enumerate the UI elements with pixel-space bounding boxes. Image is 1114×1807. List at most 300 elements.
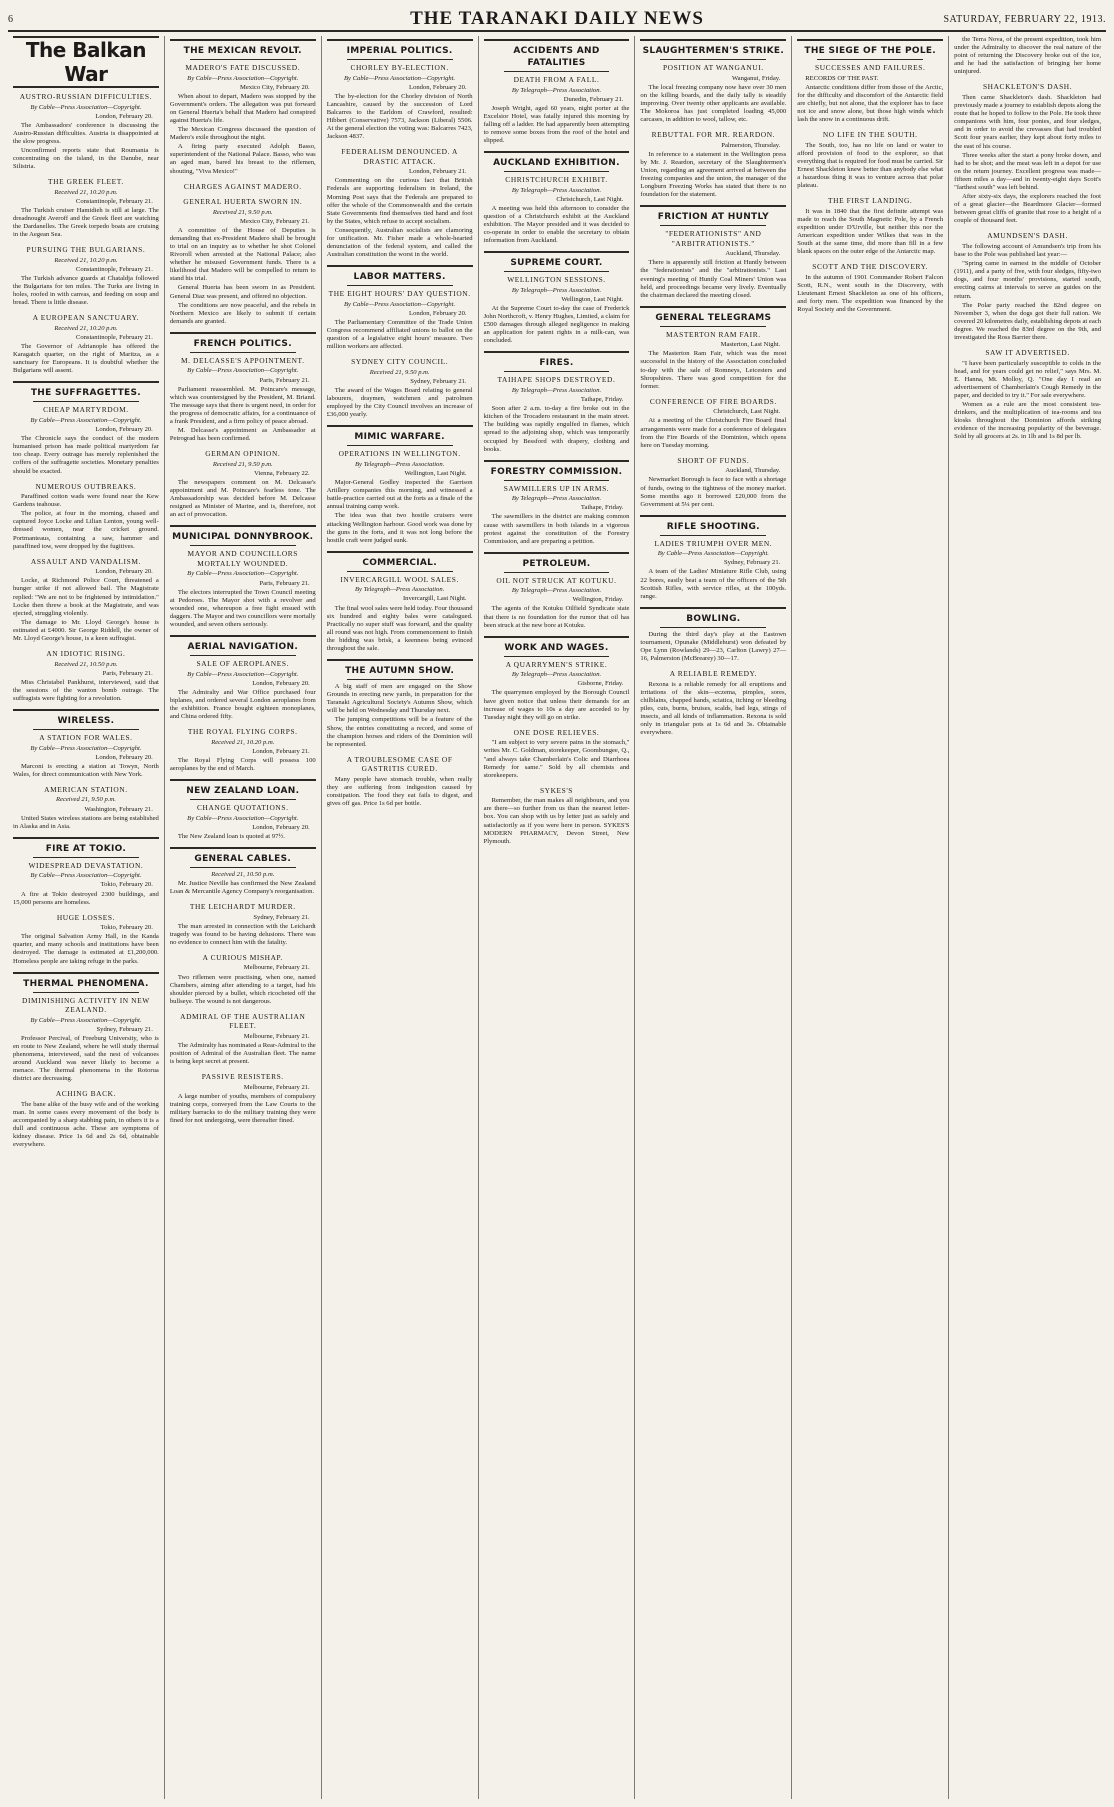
article-headline: WIRELESS. [57, 716, 115, 727]
article-byline: By Telegraph—Press Association. [511, 86, 602, 94]
headline-rule [504, 71, 610, 72]
article-paragraph: A meeting was held this afternoon to consider the question of a Christchurch exhibit at the Auckland exhibition. The Mayor presided and it was decided to co-operate in order to enable the secretary to obtain information from Auckland. [483, 204, 630, 245]
article-paragraph: Marconi is erecting a station at Towyn, North Wales, for direct communication with New York. [13, 762, 159, 778]
article-subheading: DIMINISHING ACTIVITY IN NEW ZEALAND. [22, 995, 150, 1015]
article-byline: By Cable—Press Association—Copyright. [187, 74, 299, 82]
news-article [484, 636, 630, 722]
article-subheading: REBUTTAL FOR MR. REARDON. [651, 130, 776, 140]
article-paragraph: Paraffined cotton wads were found near the Kew Gardens teahouse. [13, 493, 159, 509]
headline-rule [504, 572, 610, 573]
headline-rule [504, 271, 610, 272]
article-paragraph: Commenting on the curious fact that British Federals are supporting federalism in Ireland, the Morning Post says that the Federals are prepared to offer the whole of the Commonwealth and the certain State Governments find themselves tied hand and foot by the States, which refuse to accept socialism. [326, 177, 473, 225]
article-paragraph: Mr. Justice Neville has confirmed the New Zealand Loan & Mercantile Agency Company's reorganisation. [169, 879, 316, 895]
article-paragraph: Newmarket Borough is face to face with a shortage of funds, owing to the tightness of the money market. Some months ago it borrowed £20,000 from the Government at 5¼ per cent. [640, 476, 787, 508]
news-article [170, 332, 316, 443]
headline-rule [33, 857, 139, 858]
article-subheading: MASTERTON RAM FAIR. [666, 329, 761, 339]
article-byline: By Cable—Press Association—Copyright. [30, 1016, 142, 1024]
article-subheading: FEDERALISM DENOUNCED. A DRASTIC ATTACK. [341, 147, 458, 166]
column-6 [792, 36, 949, 1799]
page-number: 6 [8, 14, 13, 25]
headline-rule [660, 225, 766, 226]
article-paragraph: In reference to a statement in the Wellington press by Mr. J. Reardon, secretary of the Slaughtermen's Union, regarding an agreement arrived at between the freezing companies and the union, the manager of the Longburn Freezing Works has stated that there is no foundation for the statement. [640, 150, 787, 199]
article-headline: GENERAL CABLES. [194, 853, 292, 864]
article-byline: Received 21, 9.50 p.m. [55, 796, 116, 804]
article-subheading: SALE OF AEROPLANES. [196, 659, 290, 669]
article-paragraph: The idea was that two hostile cruisers were attacking Wellington harbour. Good work was done by the guns in the forts, and it was not long before the hostile craft were judged sunk. [326, 512, 473, 544]
article-dateline: Tokio, February 20. [100, 924, 153, 932]
article-paragraph: During the third day's play at the Eastown tournament, Opunake (Middlehurst) won defeated by Ope Lynn (Rowlands) 29—23, Carlton (Lawry) 27—16, Palmerston (McBrearey) 30—17. [640, 630, 787, 663]
article-headline: GENERAL TELEGRAMS [655, 312, 772, 323]
news-article [954, 36, 1101, 76]
news-article [170, 902, 316, 947]
news-article [640, 39, 786, 124]
section-rule [13, 837, 159, 839]
article-paragraph: A committee of the House of Deputies is demanding that ex-President Madero shall be brought to trial on an inquiry as to whether he shot Colonel Rivoroll when arrested at the National Palace; also whether he misused Government funds. There is a likelihood that Madero will be compelled to return to stand his trial. [169, 226, 316, 283]
article-dateline: London, February 20. [409, 83, 467, 91]
article-paragraph: The sawmillers in the district are making common cause with sawmillers in both islands in a vigorous protest against the constitution of the Forestry Commission, and are preparing a petition. [483, 513, 630, 545]
section-rule [484, 251, 630, 253]
news-article [170, 727, 316, 773]
section-rule [13, 972, 159, 974]
article-subheading: POSITION AT WANGANUI. [662, 63, 764, 72]
article-subheading: AUSTRO-RUSSIAN DIFFICULTIES. [19, 92, 153, 101]
article-subheading: M. DELCASSE'S APPOINTMENT. [180, 355, 305, 365]
newspaper-columns [8, 36, 1106, 1799]
article-dateline: Paris, February 21. [259, 579, 310, 587]
headline-rule [504, 371, 610, 372]
article-dateline: Wellington, Last Night. [561, 295, 624, 303]
news-article [170, 197, 316, 326]
article-headline: MIMIC WARFARE. [354, 432, 445, 443]
article-paragraph: Locke, at Richmond Police Court, threatened a hunger strike if not allowed bail. The Magistrate replied: "We are not to be frightened by intimidation." Locke then threw a book at the Magistrate, and was ejected, struggling violently. [13, 577, 159, 617]
article-paragraph: The Turkish cruiser Hamidieh is still at large. The dreadnought Averoff and the Greek fleet are watching the Dardanelles. The Greek torpedo boats are cruising in the Aegean Sea. [13, 206, 159, 239]
article-subheading: PURSUING THE BULGARIANS. [26, 245, 146, 255]
section-rule [484, 39, 630, 41]
article-paragraph: General Huerta has been sworn in as President. General Diaz was present, and offered no objection. [169, 284, 316, 300]
article-dateline: Constantinople, February 21. [75, 197, 153, 205]
article-paragraph: The quarrymen employed by the Borough Council have given notice that unless their demands for an increase of wages to 10s a day are acceded to by Tuesday night they will go on strike. [483, 689, 630, 721]
article-headline: LABOR MATTERS. [353, 272, 446, 283]
article-headline: FIRE AT TOKIO. [45, 843, 127, 854]
article-headline: RIFLE SHOOTING. [666, 521, 760, 532]
article-subheading: DEATH FROM A FALL. [513, 75, 600, 84]
article-paragraph: The original Salvation Army Hall, in the Kanda quarter, and many schools and institutions have been destroyed. The damage is estimated at £1,200,000. Homeless people are taking refuge in the parks. [13, 933, 159, 965]
news-article [640, 306, 786, 391]
headline-rule [660, 535, 766, 536]
column-2 [165, 36, 322, 1799]
news-article [327, 755, 473, 808]
article-dateline: London, February 20. [95, 568, 153, 576]
article-subheading: NO LIFE IN THE SOUTH. [822, 130, 918, 140]
news-article [640, 205, 786, 300]
news-article [13, 1089, 159, 1149]
article-byline: By Telegraph—Press Association. [354, 460, 445, 468]
article-paragraph: the Terra Nova, of the present expedition, took him under the Admiralty to discover the real nature of the point of returning the Discovery broke out of the ice, and he had the satisfaction of bringing her home uninjured. [954, 36, 1101, 76]
article-dateline: Mexico City, February 21. [239, 217, 310, 225]
headline-rule [190, 867, 296, 868]
article-dateline: Paris, February 21. [102, 669, 153, 677]
article-byline: Received 21, 9.50 p.m. [212, 460, 273, 468]
article-paragraph: "I have been particularly susceptible to colds in the head, and for years could get no relief," says Mrs. M. E. Hanna, Mt. Molloy, Q. "One day I read an advertisement of Chamberlain's Cough Remedy in the paper, and decided to try it." For sale everywhere. [954, 359, 1101, 399]
news-article [170, 449, 316, 519]
article-byline: By Cable—Press Association—Copyright. [187, 570, 299, 578]
news-article [954, 82, 1101, 225]
article-subheading: MADERO'S FATE DISCUSSED. [185, 63, 301, 72]
section-rule [484, 552, 630, 554]
article-dateline: Invercargill, Last Night. [402, 595, 467, 603]
article-dateline: Taihape, Friday. [580, 504, 624, 512]
article-dateline: London, February 21. [252, 747, 310, 755]
news-article [327, 659, 473, 749]
news-article [13, 837, 159, 907]
article-byline: By Cable—Press Association—Copyright. [30, 872, 142, 880]
article-dateline: Dunedin, February 21. [563, 95, 624, 103]
article-subheading: CHARGES AGAINST MADERO. [183, 181, 302, 191]
article-headline: ACCIDENTS AND FATALITIES [513, 46, 600, 68]
article-byline: Received 21, 10.50 p.m. [54, 660, 118, 668]
article-dateline: Wanganui, Friday. [731, 74, 781, 82]
banner-headline: The Balkan War [13, 36, 159, 88]
article-byline: By Cable—Press Association—Copyright. [30, 103, 142, 111]
article-byline: Received 21, 10.20 p.m. [54, 188, 118, 196]
news-article [170, 847, 316, 896]
masthead [8, 6, 1106, 32]
article-dateline: Tokio, February 20. [100, 881, 153, 889]
article-byline: Received 21, 10.20 p.m. [211, 738, 275, 746]
article-paragraph: A big staff of men are engaged on the Show Grounds in erecting new yards, in preparation for the Taranaki Agricultural Society's Autumn Show, which will be held on Wednesday and Thursday next. [326, 683, 473, 715]
article-dateline: London, February 20. [95, 753, 153, 761]
article-byline: Received 21, 9.50 p.m. [212, 208, 273, 216]
article-subheading: GERMAN OPINION. [205, 449, 281, 459]
article-subheading: SYDNEY CITY COUNCIL. [351, 357, 449, 367]
article-paragraph: The newspapers comment on M. Delcasse's appointment and M. Poincare's fearless tone. The Ambassadorship was decided before M. Delcasse resigned as Minister of Marine, and is, therefore, not an act of provocation. [169, 478, 316, 519]
article-subheading: "FEDERATIONISTS" AND "ARBITRATIONISTS." [665, 229, 762, 248]
article-dateline: Palmerston, Thursday. [721, 141, 781, 149]
article-headline: SLAUGHTERMEN'S STRIKE. [642, 46, 785, 56]
article-byline: By Telegraph—Press Association. [511, 587, 602, 595]
headline-rule [504, 656, 610, 657]
section-rule [170, 332, 316, 334]
article-headline: AERIAL NAVIGATION. [187, 642, 299, 653]
article-paragraph: When about to depart, Madero was stopped by the Government's orders. The allegation was put forward on General Huerta's behalf that Madero had conspired against Huerta's life. [169, 92, 316, 124]
article-paragraph: The final wool sales were held today. Four thousand six hundred and eighty bales were catalogued. Practically no super stuff was forward, and the quality all round was not high. From commencement to finish the bidding was brisk, a keenness being evinced throughout the sale. [326, 604, 473, 652]
article-dateline: Sydney, February 21. [96, 1025, 153, 1033]
article-paragraph: In the autumn of 1901 Commander Robert Falcon Scott, R.N., went south in the Discovery, with Lieutenant Ernest Shackleton as one of his officers, and forty men. The expedition was financed by the Royal Society and the Government. [797, 273, 944, 314]
article-dateline: London, February 20. [252, 823, 310, 831]
article-paragraph: A large number of youths, members of compulsory training corps, conveyed from the Law Courts to the military barracks to do the military training they were fined for not undergoing, were thereafter fined. [169, 1092, 316, 1125]
article-paragraph: The Turkish advance guards at Chataldja followed the Bulgarians for ten miles. The Turks are living in holes, roofed in with canvas, and feeding on soup and bread. There is little disease. [13, 275, 159, 307]
article-subheading: THE FIRST LANDING. [828, 196, 913, 206]
news-article [327, 357, 473, 419]
article-subheading: A QUARRYMEN'S STRIKE. [505, 659, 608, 669]
article-paragraph: A fire at Tokio destroyed 2300 buildings, and 15,000 persons are homeless. [13, 890, 159, 906]
headline-rule [347, 445, 453, 446]
article-paragraph: The by-election for the Chorley division of North Lancashire, caused by the succession of Lord Balcarres to the Earldom of Crawford, resulted: Hibbert (Conservative) 7573, Jackson (Liberal) 5506. At the general election the voting was: Balcarres 7423, Jackson 4837. [326, 92, 473, 141]
article-subheading: ACHING BACK. [55, 1089, 116, 1099]
news-article [13, 313, 159, 375]
article-subheading: ASSAULT AND VANDALISM. [30, 556, 141, 566]
headline-rule [33, 401, 139, 402]
news-article [13, 709, 159, 779]
article-subheading: THE EIGHT HOURS' DAY QUESTION. [328, 289, 471, 299]
section-rule [640, 515, 786, 517]
article-subheading: MAYOR AND COUNCILLORS MORTALLY WOUNDED. [187, 549, 299, 568]
article-paragraph: "Spring came in earnest in the middle of October (1911), and a party of five, with four sledges, fifty-two dogs, and four months' provisions, started south, erecting cairns at intervals to serve as guides on the return. [954, 260, 1101, 300]
article-subheading: CHANGE QUOTATIONS. [197, 803, 289, 813]
article-dateline: Auckland, Thursday. [725, 467, 781, 475]
article-byline: By Cable—Press Association—Copyright. [344, 74, 456, 82]
article-subheading: OIL NOT STRUCK AT KOTUKU. [496, 575, 617, 585]
article-subheading: TAIHAPE SHOPS DESTROYED. [497, 375, 616, 385]
section-rule [640, 306, 786, 308]
news-article [640, 669, 786, 737]
article-paragraph: A firing party executed Adolph Basso, superintendent of the National Palace. Basso, who was an aged man, bared his breast to the riflemen, shouting, "Viva Mexico!" [169, 143, 316, 175]
article-dateline: Wellington, Friday. [572, 596, 624, 604]
news-article [170, 635, 316, 721]
article-byline: Received 21, 10.20 p.m. [54, 324, 118, 332]
article-paragraph: The electors interrupted the Town Council meeting at Pedoroes. The Mayor shot with a revolver and wounded one, whereupon a free fight ensued with daggers. The Mayor and two councillors were mortally wounded, and seven others seriously. [169, 588, 316, 628]
article-paragraph: The Chronicle says the conduct of the modern humanised prison has made political martyrdom far too cheap. Every outrage has merely replenished the coffers of the suffragette societies. Monetary penalties should be exacted. [13, 435, 159, 475]
article-paragraph: Consequently, Australian socialists are clamoring for unification. Mr. Fisher made a whole-hearted denunciation of the federal system, and called the Australian constitution the worst in the world. [326, 226, 473, 259]
article-byline: By Cable—Press Association—Copyright. [30, 744, 142, 752]
article-paragraph: Women as a rule are the most consistent tea-drinkers, and the multiplication of tea-rooms and tea kiosks throughout the Dominion affords striking evidence of the increasing popularity of the beverage. Sold by all grocers at 2s. in 1lb and 1s 8d per lb. [954, 401, 1101, 441]
news-article [13, 785, 159, 831]
article-byline: Received 21, 10.50 p.m. [211, 870, 275, 878]
section-rule [170, 39, 316, 41]
article-dateline: Sydney, February 21. [410, 377, 467, 385]
article-dateline: Christchurch, Last Night. [713, 408, 781, 416]
section-rule [327, 659, 473, 661]
article-paragraph: Miss Christabel Pankhurst, interviewed, said that the sessions of the wanton bomb outrage. The suffragists were fighting for a revolution. [13, 678, 159, 702]
article-headline: WORK AND WAGES. [504, 642, 609, 653]
headline-rule [33, 992, 139, 993]
article-byline: By Cable—Press Association—Copyright. [344, 300, 456, 308]
news-article [640, 397, 786, 450]
newspaper-title: THE TARANAKI DAILY NEWS [410, 8, 704, 29]
article-headline: COMMERCIAL. [362, 557, 437, 568]
article-paragraph: The bane alike of the busy wife and of the working man. In some cases every movement of the body is accompanied by a sharp stabbing pain, in others it is a dull and continuous ache. These are symptoms of kidney disease. Price 1s 6d and 2s 6d, obtainable everywhere. [13, 1100, 159, 1149]
article-headline: FRENCH POLITICS. [193, 338, 292, 349]
section-rule [640, 39, 786, 41]
article-dateline: Christchurch, Last Night. [556, 195, 624, 203]
article-byline: By Telegraph—Press Association. [511, 495, 602, 503]
news-article [640, 607, 786, 663]
section-rule [640, 205, 786, 207]
article-headline: THE MEXICAN REVOLT. [183, 46, 302, 56]
news-article [170, 953, 316, 1006]
article-paragraph: Professor Percival, of Freeburg University, who is en route to New Zealand, where he will study thermal phenomena, interviewed, said the nest of volcanoes around Auckland was never likely to become a menace. The thermal phenomena in the Rotorua district are decreasing. [13, 1034, 159, 1083]
article-subheading: AN IDIOTIC RISING. [46, 649, 126, 659]
headline-rule [33, 729, 139, 730]
article-dateline: Sydney, February 21. [253, 913, 310, 921]
headline-rule [504, 171, 610, 172]
article-paragraph: United States wireless stations are being established in Alaska and in Asia. [13, 814, 159, 830]
article-headline: THE SUFFRAGETTES. [30, 388, 141, 399]
article-byline: Received 21, 10.20 p.m. [54, 256, 118, 264]
article-headline: MUNICIPAL DONNYBROOK. [172, 532, 314, 543]
news-article [797, 39, 943, 124]
article-headline: IMPERIAL POLITICS. [346, 46, 453, 56]
headline-rule [347, 571, 453, 572]
article-byline: By Cable—Press Association—Copyright. [187, 814, 299, 822]
article-subheading: AMERICAN STATION. [44, 784, 128, 794]
article-subheading: WIDESPREAD DEVASTATION. [28, 860, 144, 870]
headline-rule [817, 59, 923, 60]
article-paragraph: RECORDS OF THE PAST. [805, 74, 879, 82]
article-subheading: A STATION FOR WALES. [39, 733, 133, 743]
news-article [797, 262, 943, 314]
article-subheading: CHORLEY BY-ELECTION. [350, 63, 449, 72]
news-article [13, 972, 159, 1084]
article-paragraph: At the Supreme Court to-day the case of Frederick John Northcroft, v. Henry Hughes, Limited, a claim for £500 damages through alleged negligence in making an application for patent rights in a milk-can, was concluded. [483, 305, 630, 345]
article-paragraph: The Mexican Congress discussed the question of Madero's exile throughout the night. [169, 126, 316, 142]
news-article [13, 649, 159, 703]
headline-rule [660, 627, 766, 628]
news-article [484, 251, 630, 345]
article-paragraph: The Ambassadors' conference is discussing the Austro-Russian difficulties. Austria is disappointed at the slow progress. [13, 121, 159, 145]
headline-rule [190, 545, 296, 546]
news-article [484, 552, 630, 630]
article-headline: BOWLING. [686, 613, 741, 624]
article-subheading: ONE DOSE RELIEVES. [513, 727, 600, 737]
section-rule [170, 847, 316, 849]
news-article [327, 39, 473, 141]
news-article [640, 456, 786, 509]
article-byline: By Telegraph—Press Association. [354, 586, 445, 594]
article-byline: By Telegraph—Press Association. [511, 286, 602, 294]
news-article [170, 1072, 316, 1125]
article-dateline: Auckland, Thursday. [725, 250, 781, 258]
headline-rule [660, 326, 766, 327]
article-subheading: SUCCESSES AND FAILURES. [815, 63, 926, 72]
article-paragraph: It was in 1840 that the first definite attempt was made to reach the South Magnetic Pole, by a French expedition under D'Urville, but neither this nor the American expedition under Wilkes that was in the South at the same time, did more than fill in a few blank spaces on the outer edge of the Antarctic map. [797, 207, 944, 256]
article-paragraph: The jumping competitions will be a feature of the Show, the entries constituting a record, and some of the champion horses and riders of the Dominion will be represented. [326, 716, 473, 748]
article-subheading: SAWMILLERS UP IN ARMS. [503, 483, 610, 493]
article-subheading: SHACKLETON'S DASH. [982, 82, 1073, 92]
article-byline: Received 21, 9.50 p.m. [369, 368, 430, 376]
section-rule [170, 635, 316, 637]
section-rule [640, 607, 786, 609]
news-article [484, 728, 630, 780]
article-dateline: Paris, February 21. [259, 376, 310, 384]
article-subheading: SHORT OF FUNDS. [677, 455, 750, 465]
news-article [327, 551, 473, 653]
section-rule [13, 381, 159, 383]
headline-rule [190, 655, 296, 656]
article-dateline: Constantinople, February 21. [75, 333, 153, 341]
article-subheading: A EUROPEAN SANCTUARY. [32, 313, 140, 323]
article-paragraph: Remember, the man makes all neighbours, and you are there—so further from us than the nearest letter-box. You can shop with us by letter just as safely and satisfactorily as if you were here in person. SYKES'S MODERN PHARMACY, Devon Street, New Plymouth. [483, 797, 630, 845]
headline-rule [347, 285, 453, 286]
article-subheading: THE GREEK FLEET. [48, 177, 124, 187]
article-subheading: CHEAP MARTYRDOM. [43, 405, 129, 415]
news-article [13, 381, 159, 475]
article-byline: By Telegraph—Press Association. [511, 186, 602, 194]
article-headline: THERMAL PHENOMENA. [23, 978, 149, 989]
article-dateline: Constantinople, February 21. [75, 265, 153, 273]
article-subheading: LADIES TRIUMPH OVER MEN. [654, 538, 773, 548]
news-article [170, 182, 316, 192]
article-paragraph: The Polar party reached the 82nd degree on November 3, when the dogs got their full ration. We covered 20 kilometres daily, establishing depots at each degree. We reached the 83rd degree on the 9th, and investigated the Ross Barrier there. [954, 301, 1101, 341]
article-subheading: NUMEROUS OUTBREAKS. [35, 481, 137, 491]
issue-date: SATURDAY, FEBRUARY 22, 1913. [943, 14, 1106, 25]
article-paragraph: There is apparently still friction at Huntly between the "federationists" and the "arbitrationists." Last evening's meeting of Huntly Coal Miners' Union was held, and proceedings became very lively. Eventually the chairman declared the meeting closed. [640, 259, 787, 299]
article-paragraph: Joseph Wright, aged 60 years, night porter at the Excelsior Hotel, was fatally injured this morning by falling off a ladder. He had apparently been attempting to remove some boxes from the roof of the hotel and slipped. [483, 104, 630, 145]
article-paragraph: Antarctic conditions differ from those of the Arctic, for the difficulty and discomfort of the Antarctic field are chiefly, but not alone, that the explorer has to face not ice and snow alone, but those high winds which lash the snow in a continuous drift. [797, 83, 944, 123]
article-paragraph: The local freezing company now have over 30 men on the killing boards, and the daily tally is steadily improving. Over twenty other applicants are available. The Mokoroa has just completed loading 45,000 carcases, in addition to wool, tallow, etc. [640, 83, 787, 123]
article-dateline: Masterton, Last Night. [720, 341, 781, 349]
article-byline: By Cable—Press Association—Copyright. [187, 670, 299, 678]
article-byline: By Telegraph—Press Association. [511, 671, 602, 679]
article-headline: FORESTRY COMMISSION. [490, 466, 623, 477]
news-article [13, 92, 159, 171]
news-article [170, 39, 316, 176]
article-paragraph: "I am subject to very severe pains in the stomach," writes Mr. C. Goldman, storekeeper, Goombungee, Q., "and always take Chamberlain's Colic and Diarrhoea Remedy for same." Sold by all chemists and storekeepers. [483, 739, 630, 779]
article-paragraph: The following account of Amundsen's trip from his base to the Pole was published last year:— [954, 242, 1101, 259]
article-headline: AUCKLAND EXHIBITION. [493, 158, 620, 169]
headline-rule [190, 799, 296, 800]
article-dateline: Sydney, February 21. [723, 559, 781, 567]
headline-rule [190, 352, 296, 353]
article-paragraph: Then came Shackleton's dash. Shackleton had previously made a journey to establish depots along the route that he hoped to follow to the Pole. He took three companions with him, four ponies, and four sledges, and in order to avoid the crevasses that had troubled Scott four years earlier, they kept about forty miles to the east of his course. [954, 93, 1101, 150]
news-article [170, 1012, 316, 1066]
article-paragraph: Unconfirmed reports state that Roumania is concentrating on the island, in the Danube, near Silistria. [13, 146, 159, 171]
article-dateline: Vienna, February 22. [254, 469, 310, 477]
column-5 [635, 36, 792, 1799]
article-paragraph: The award of the Wages Board relating to general labourers, draymen, watchmen and patrolmen employed by the City Council involves an increase of £36,000 yearly. [326, 387, 473, 419]
article-paragraph: A team of the Ladies' Miniature Rifle Club, using 22 bores, easily beat a team of the officers of the 5th Scottish Rifles, with service rifles, at the 100yds. range. [640, 568, 787, 600]
article-subheading: THE LEICHARDT MURDER. [189, 902, 296, 912]
column-3 [322, 36, 479, 1799]
section-rule [170, 779, 316, 781]
article-paragraph: Soon after 2 a.m. to-day a fire broke out in the kitchen of the Trocadero restaurant in the main street. The building was rapidly engulfed in flames, which spread to the adjoining shop, which was temporarily occupied by Bessford with drapery, clothing and books. [483, 405, 630, 453]
section-rule [327, 39, 473, 41]
headline-rule [347, 59, 453, 60]
article-paragraph: The Admiralty and War Office purchased four biplanes, and ordered several London aeroplanes from the exhibition. France bought eighteen monoplanes, and China ordered fifty. [169, 688, 316, 721]
column-4 [479, 36, 636, 1799]
news-article [484, 460, 630, 546]
news-article [954, 348, 1101, 441]
section-rule [484, 460, 630, 462]
article-byline: By Cable—Press Association—Copyright. [657, 550, 769, 558]
news-article [170, 779, 316, 841]
article-headline: FRICTION AT HUNTLY [657, 212, 769, 223]
article-paragraph: Many people have stomach trouble, when really they are suffering from indigestion caused by constipation. The food they eat fails to digest, and gives off gas. Price 1s 6d per bottle. [326, 775, 473, 808]
article-paragraph: The Masterton Ram Fair, which was the most successful in the history of the Association concluded to-day with the sale of Romneys, Leicesters and Shropshires. There was good competition for the former. [640, 350, 787, 390]
section-rule [327, 265, 473, 267]
article-dateline: Washington, February 21. [84, 805, 153, 813]
article-subheading: INVERCARGILL WOOL SALES. [340, 574, 459, 584]
news-article [13, 177, 159, 239]
article-headline: THE AUTUMN SHOW. [345, 666, 455, 677]
article-subheading: HUGE LOSSES. [56, 912, 115, 922]
news-article [797, 196, 943, 256]
headline-rule [190, 59, 296, 60]
section-rule [13, 709, 159, 711]
article-paragraph: At a meeting of the Christchurch Fire Board final arrangements were made for a conference of delegates from the Fire Boards of the Dominion, which opens here on Tuesday morning. [640, 417, 787, 449]
section-rule [327, 425, 473, 427]
section-rule [484, 636, 630, 638]
article-paragraph: Parliament reassembled. M. Poincare's message, which was countersigned by the President, M. Briand. The message says that there is urgent need, in order for the progress of democratic affairs, for a continuance of a frank President, and a firm policy of peace abroad. [169, 385, 316, 425]
news-article [327, 425, 473, 544]
article-paragraph: After sixty-six days, the explorers reached the foot of a great glacier—the Beardmore Glacier—formed between great cliffs of granite that rose to a height of a couple of thousand feet. [954, 193, 1101, 225]
article-paragraph: The New Zealand loan is quoted at 97½. [177, 832, 285, 840]
news-article [327, 265, 473, 351]
article-paragraph: The damage to Mr. Lloyd George's house is estimated at £4000. Sir George Riddell, the owner of Mr. Lloyd George's house, is a keen suffragist. [13, 618, 159, 642]
headline-rule [504, 480, 610, 481]
article-dateline: Mexico City, February 20. [239, 83, 310, 91]
